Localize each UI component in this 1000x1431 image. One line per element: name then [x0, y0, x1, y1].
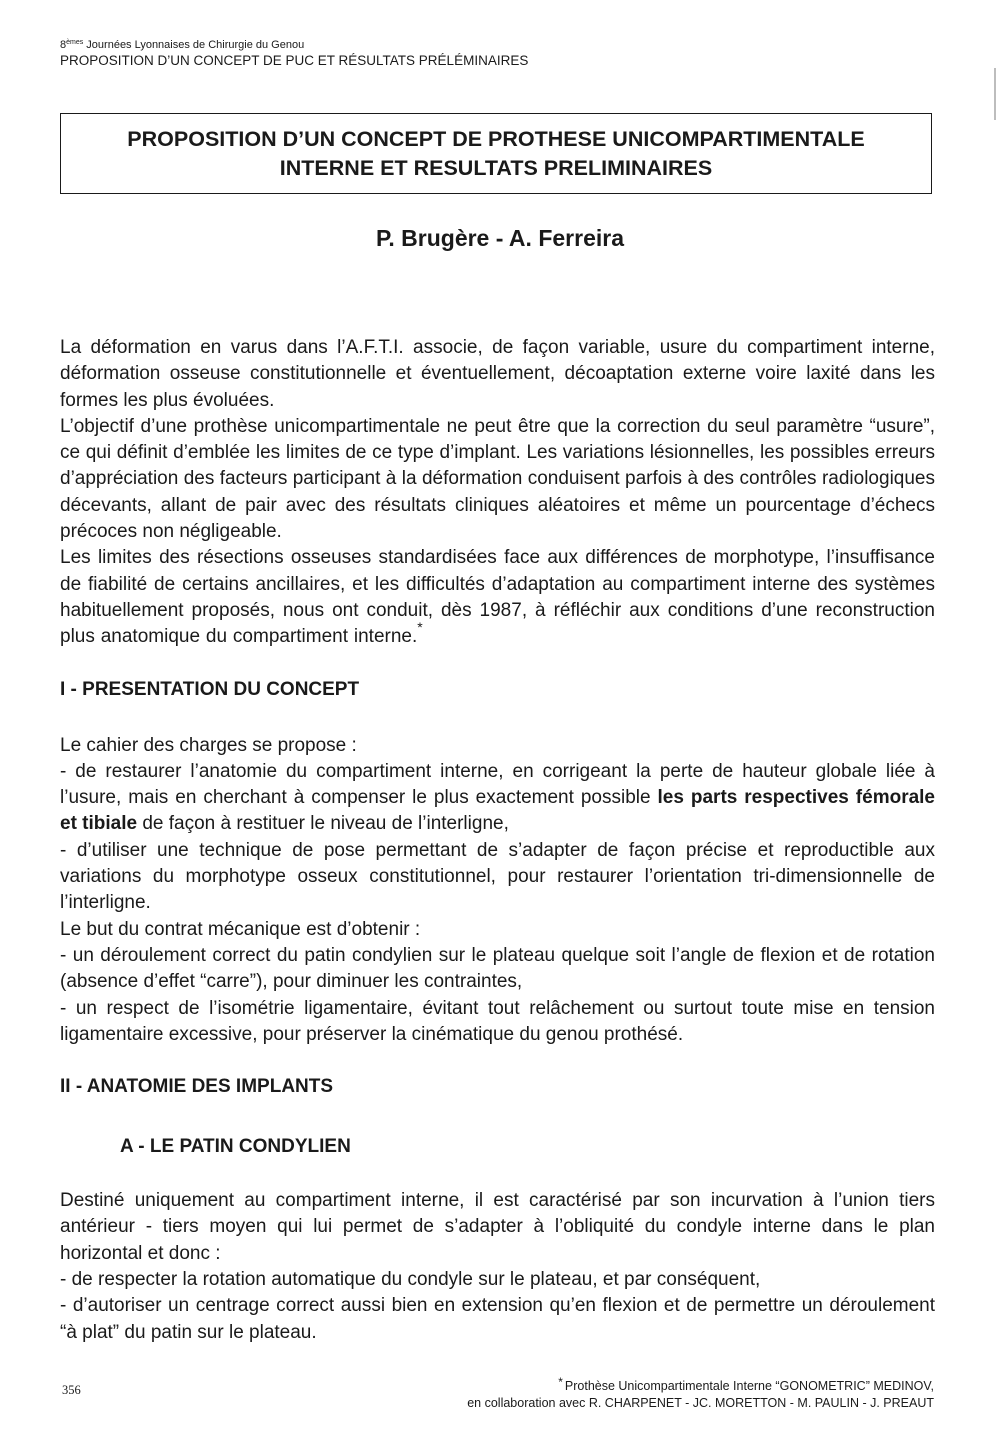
footnote-line-1-text: Prothèse Unicompartimentale Interne “GONOMETRIC” MEDINOV, [564, 1379, 934, 1393]
edition-number: 8 [60, 39, 67, 51]
article-title-line2: INTERNE ET RESULTATS PRELIMINAIRES [279, 155, 713, 180]
running-title: PROPOSITION D’UN CONCEPT DE PUC ET RÉSULTATS PRÉLÉMINAIRES [60, 53, 529, 68]
footnote-line-1 [467, 1375, 934, 1395]
section-heading-anatomie: II - ANATOMIE DES IMPLANTS [60, 1076, 334, 1098]
item1-text-before: - de restaurer l’anatomie du compartiment interne, en corrigeant la perte de hauteur globale liée à l’usure, mais en cherchant à compenser le plus exactement possible [60, 760, 935, 809]
conference-title: Journées Lyonnaises de Chirurgie du Genou [83, 39, 305, 51]
section1-item-2: - d’utiliser une technique de pose permettant de s’adapter de façon précise et reproductible aux variations du morphotype osseux constitutionnel, pour restaurer l’orientation tri-dimensionnelle de l’interligne. [60, 839, 935, 914]
subsection-heading-patin: A - LE PATIN CONDYLIEN [120, 1136, 351, 1158]
footnote-mark: * [558, 1375, 563, 1389]
item1-bold-text: les parts respectives fémorale et tibiale [60, 787, 935, 835]
footnote-line-2: en collaboration avec R. CHARPENET - JC. MORETTON - M. PAULIN - J. PREAUT [467, 1396, 934, 1410]
section2-item-2: - d’autoriser un centrage correct aussi bien en extension qu’en flexion et de permettre un déroulement “à plat” du patin sur le plateau. [60, 1295, 935, 1343]
section-heading-presentation: I - PRESENTATION DU CONCEPT [60, 678, 360, 700]
section1-item-3: - un déroulement correct du patin condylien sur le plateau quelque soit l’angle de flexion et de rotation (absence d’effet “carre”), pour diminuer les contraintes, [60, 944, 935, 993]
section2-item-1: - de respecter la rotation automatique du condyle sur le plateau, et par conséquent, [60, 1269, 761, 1291]
authors: P. Brugère - A. Ferreira [376, 225, 624, 251]
intro-paragraph-3-text: Les limites des résections osseuses standardisées face aux différences de morphotype, l’insuffisance de fiabilité de certains ancillaires, et les difficultés d’adaptation au compartiment interne des systèmes habituellement proposés, nous ont conduit, dès 1987, à réfléchir aux conditions d’une reconstruction plus anatomique du compartiment interne. [60, 547, 935, 648]
section1-item-1 [60, 759, 935, 838]
item1-text-after: de façon à restituer le niveau de l’interligne, [137, 813, 509, 835]
scan-edge-mark [994, 68, 996, 120]
footnote [467, 1375, 934, 1412]
section2-paragraph-1: Destiné uniquement au compartiment interne, il est caractérisé par son incurvation à l’union tiers antérieur - tiers moyen qui lui permet de s’adapter à l’obliquité du condyle interne dans le plan horizontal et donc : [60, 1190, 935, 1264]
conference-name [60, 36, 940, 52]
footnote-reference-mark: * [417, 619, 423, 636]
article-title-box [60, 113, 932, 194]
article-title-line1: PROPOSITION D’UN CONCEPT DE PROTHESE UNICOMPARTIMENTALE [127, 126, 865, 151]
section1-item-4: - un respect de l’isométrie ligamentaire, évitant tout relâchement ou surtout toute mise en tension ligamentaire excessive, pour préserver la cinématique du genou prothésé. [60, 997, 935, 1045]
intro-paragraph-2: L’objectif d’une prothèse unicompartimentale ne peut être que la correction du seul paramètre “usure”, ce qui définit d’emblée les limites de ce type d’implant. Les variations lésionnelles, les possibles erreurs d’appréciation des facteurs participant à la déformation conduisent parfois à des contrôles radiologiques décevants, allant de pair avec des résultats cliniques aléatoires et même un pourcentage d’échecs précoces non négligeable. [60, 415, 935, 543]
article-body [60, 335, 935, 1346]
running-head [60, 36, 940, 69]
edition-suffix: èmes [66, 39, 84, 46]
intro-paragraph-3 [60, 545, 935, 650]
intro-paragraph-1: La déformation en varus dans l’A.F.T.I. associe, de façon variable, usure du compartiment interne, déformation osseuse constitutionnelle et éventuellement, décoaptation externe voire laxité dans les formes les plus évoluées. [60, 337, 935, 411]
page-number: 356 [62, 1383, 81, 1397]
section1-lead-2: Le but du contrat mécanique est d’obtenir : [60, 918, 421, 940]
section1-lead: Le cahier des charges se propose : [60, 734, 357, 756]
